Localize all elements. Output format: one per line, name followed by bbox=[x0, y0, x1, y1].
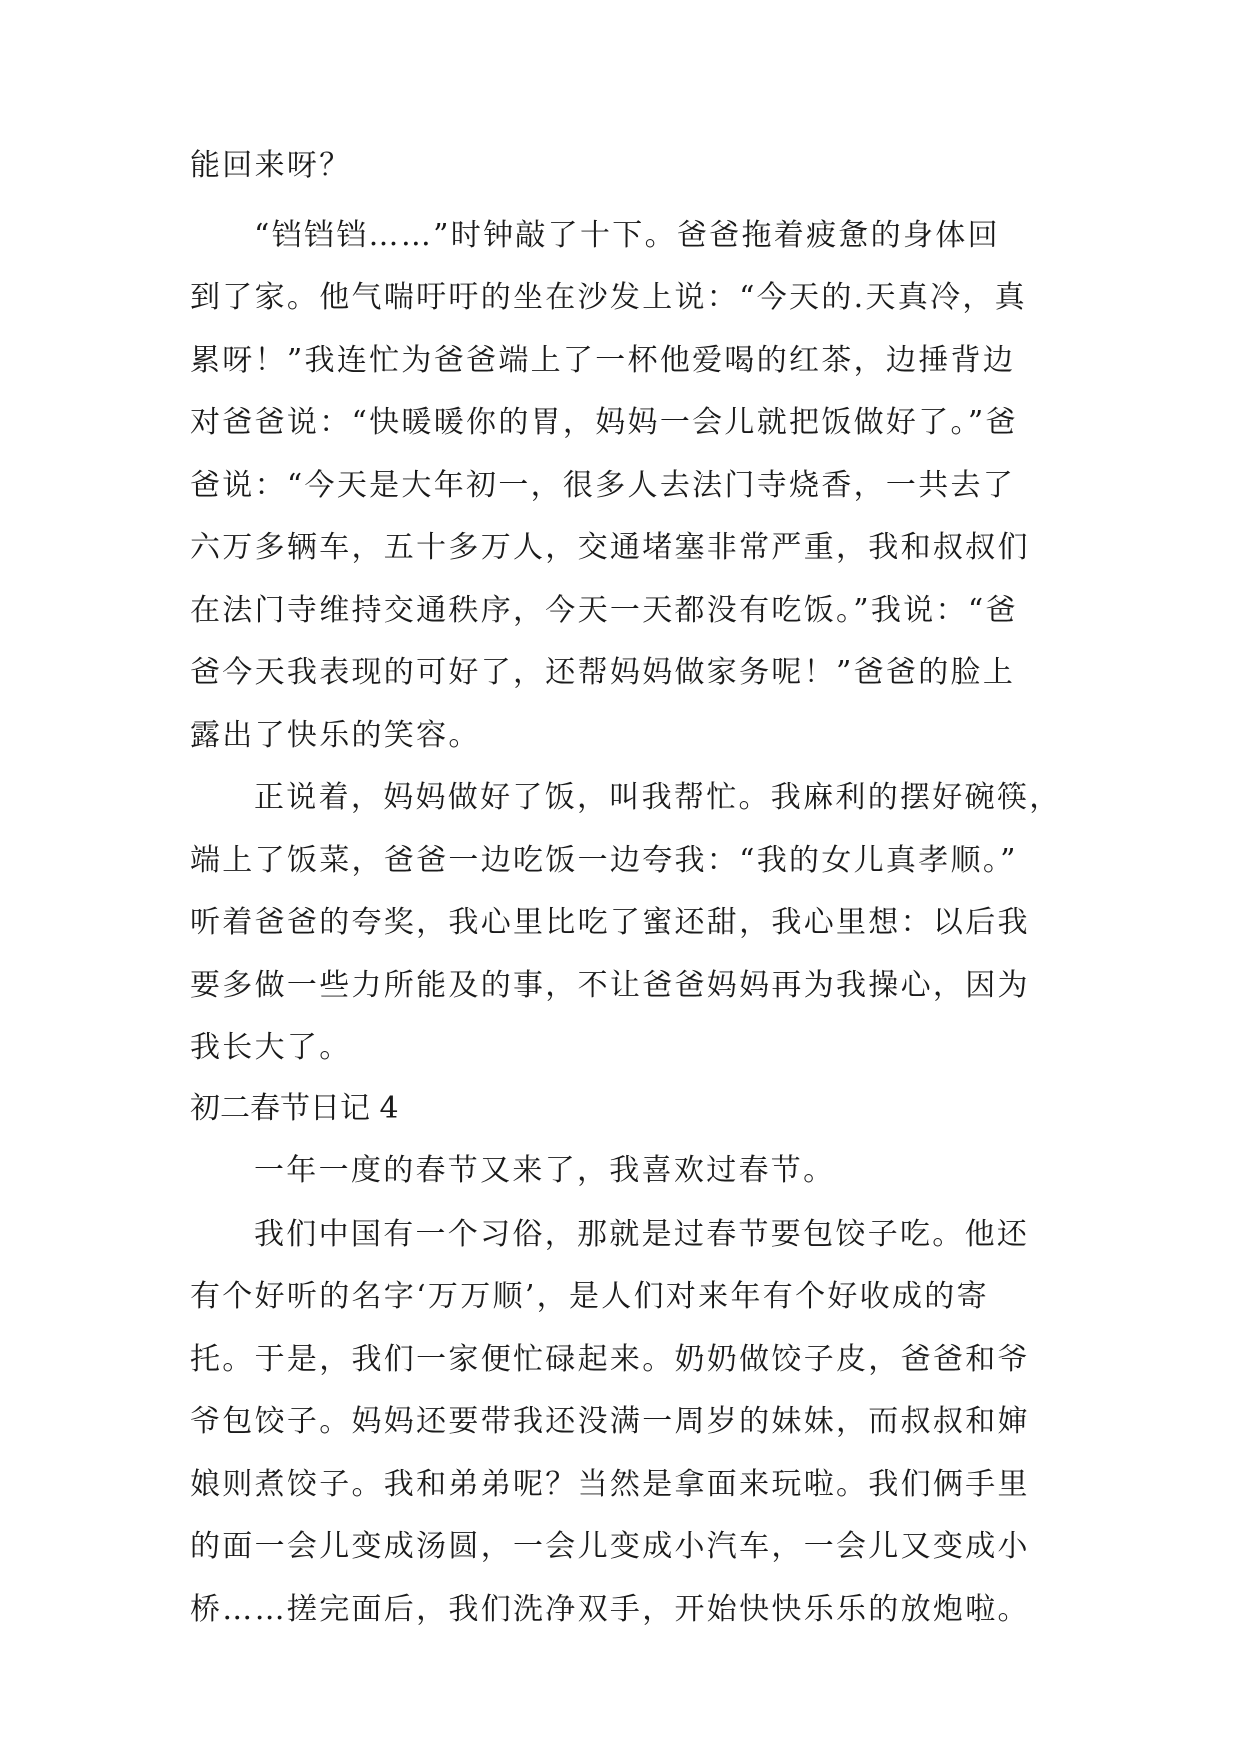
text-line: 爷包饺子。妈妈还要带我还没满一周岁的妹妹，而叔叔和婶 bbox=[190, 1404, 1030, 1439]
text-line: 桥……搓完面后，我们洗净双手，开始快快乐乐的放炮啦。 bbox=[190, 1592, 1030, 1627]
paragraph-first-line: 我们中国有一个习俗，那就是过春节要包饺子吃。他还 bbox=[254, 1217, 1030, 1252]
text-line: 娘则煮饺子。我和弟弟呢？当然是拿面来玩啦。我们俩手里 bbox=[190, 1467, 1030, 1502]
paragraph-first-line: “铛铛铛……”时钟敲了十下。爸爸拖着疲惫的身体回 bbox=[254, 218, 1000, 253]
text-line: 听着爸爸的夸奖，我心里比吃了蜜还甜，我心里想：以后我 bbox=[190, 905, 1030, 940]
text-line: 我长大了。 bbox=[190, 1030, 352, 1065]
text-line: 六万多辆车，五十多万人，交通堵塞非常严重，我和叔叔们 bbox=[190, 530, 1030, 565]
text-line: 能回来呀？ bbox=[190, 148, 352, 183]
text-line: 到了家。他气喘吁吁的坐在沙发上说：“今天的.天真冷，真 bbox=[190, 280, 1027, 315]
text-line: 爸说：“今天是大年初一，很多人去法门寺烧香，一共去了 bbox=[190, 468, 1016, 503]
text-line: 累呀！”我连忙为爸爸端上了一杯他爱喝的红茶，边捶背边 bbox=[190, 343, 1016, 378]
text-line: 爸今天我表现的可好了，还帮妈妈做家务呢！”爸爸的脸上 bbox=[190, 655, 1016, 690]
text-line: 端上了饭菜，爸爸一边吃饭一边夸我：“我的女儿真孝顺。” bbox=[190, 843, 1018, 878]
paragraph-first-line: 一年一度的春节又来了，我喜欢过春节。 bbox=[254, 1153, 836, 1188]
text-line: 托。于是，我们一家便忙碌起来。奶奶做饺子皮，爸爸和爷 bbox=[190, 1342, 1030, 1377]
text-line: 的面一会儿变成汤圆，一会儿变成小汽车，一会儿又变成小 bbox=[190, 1529, 1030, 1564]
text-line: 对爸爸说：“快暖暖你的胃，妈妈一会儿就把饭做好了。”爸 bbox=[190, 405, 1018, 440]
text-line: 有个好听的名字‘万万顺’，是人们对来年有个好收成的寄 bbox=[190, 1279, 989, 1314]
text-line: 露出了快乐的笑容。 bbox=[190, 718, 481, 753]
section-heading: 初二春节日记 4 bbox=[190, 1091, 399, 1126]
text-line: 要多做一些力所能及的事，不让爸爸妈妈再为我操心，因为 bbox=[190, 968, 1030, 1003]
paragraph-first-line: 正说着，妈妈做好了饭，叫我帮忙。我麻利的摆好碗筷， bbox=[254, 780, 1062, 815]
text-line: 在法门寺维持交通秩序，今天一天都没有吃饭。”我说：“爸 bbox=[190, 593, 1018, 628]
